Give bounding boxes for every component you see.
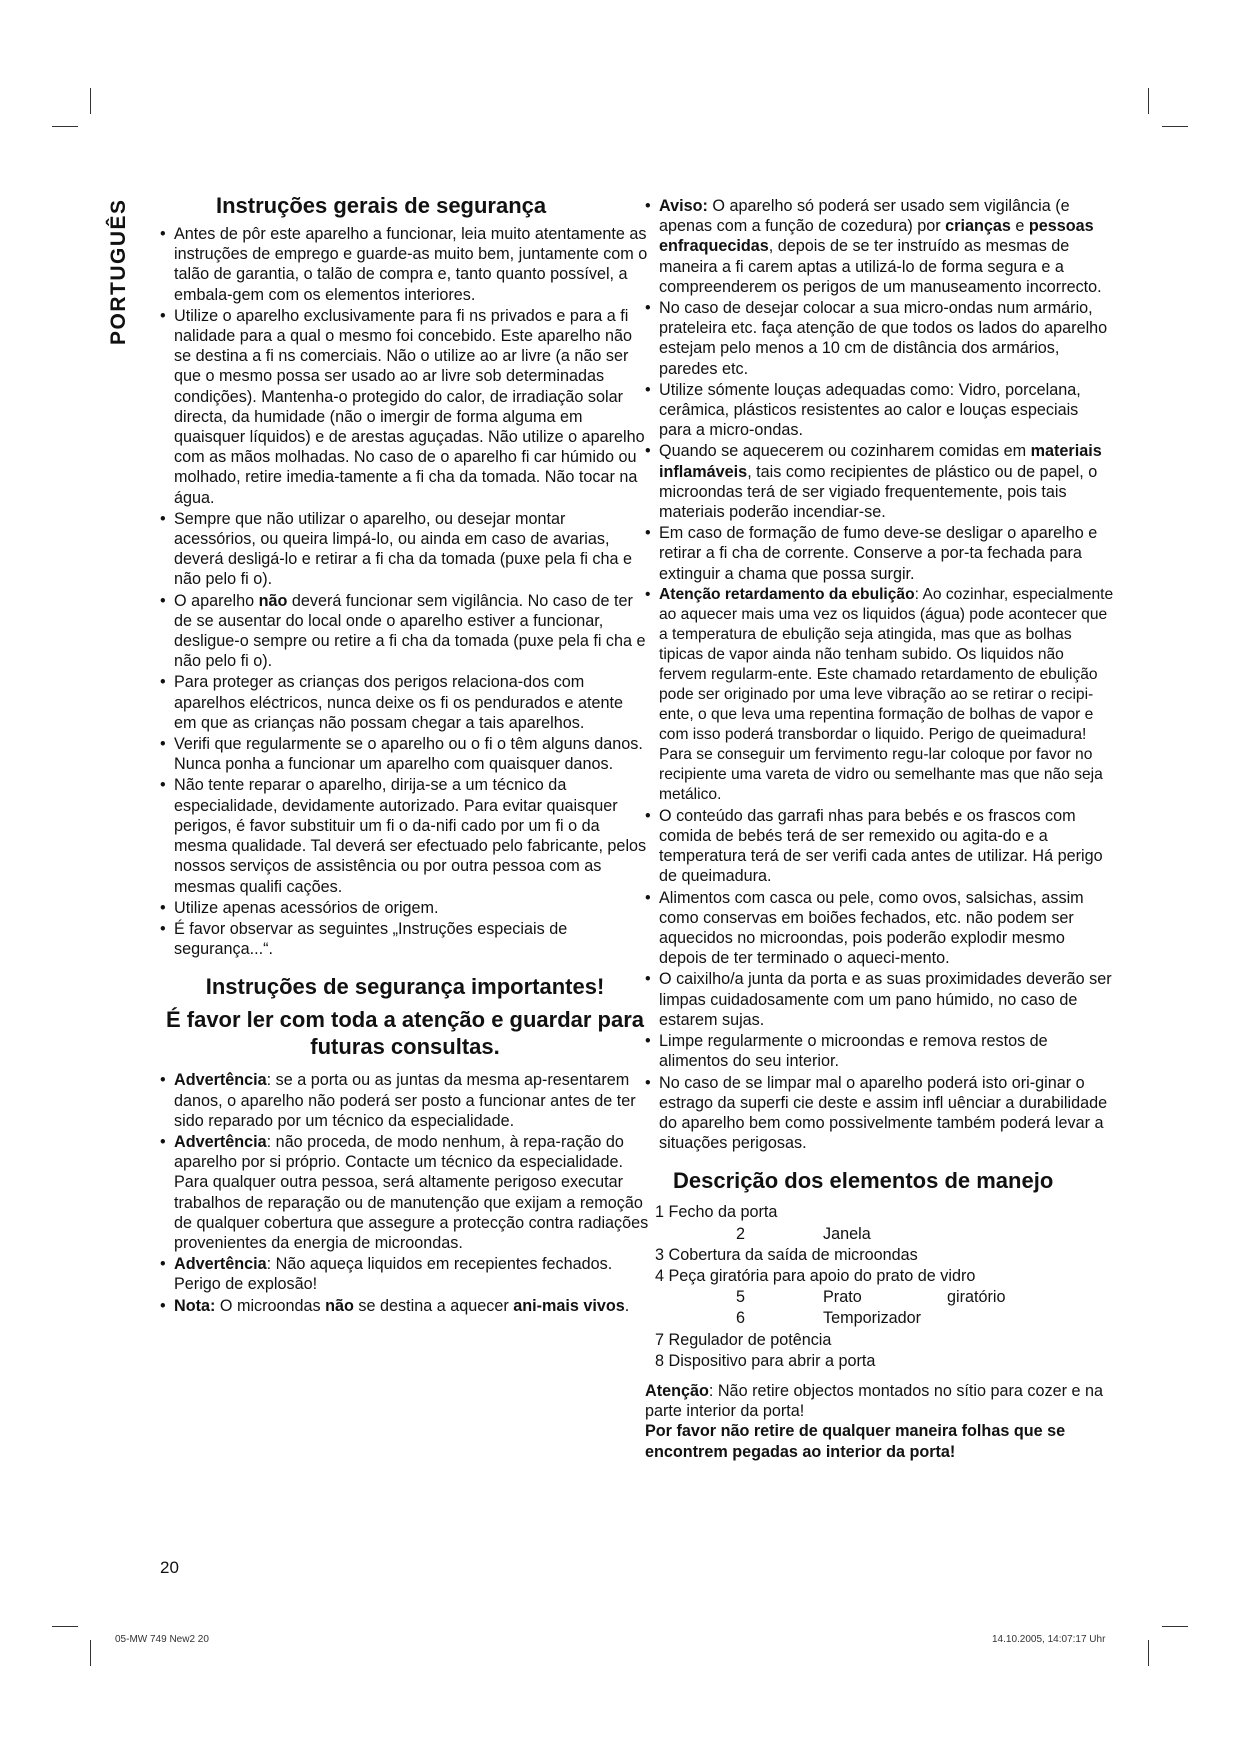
footer-file-info: 05-MW 749 New2 20 [115, 1634, 209, 1645]
crop-mark [1162, 1626, 1188, 1627]
list-item: • Nota: O microondas não se destina a aquecer ani-mais vivos. [160, 1296, 650, 1316]
list-item: • Atenção retardamento da ebulição: Ao cozinhar, especialmente ao aquecer mais uma vez os liquidos (água) pode acontecer que a temperatura de ebulição seja atingida, mas que as bolhas tipicas de vapor ainda não tenham subido. Os liquidos não fervem regularm-ente. Este chamado retardamento de ebulição pode ser originado por uma leve vibração ao se retirar o recipi-ente, o que leva uma repentina formação de bolhas de vapor e com isso poderá transbordar o liquido. Perigo de queimadura! Para se conseguir um fervimento regu-lar coloque por favor no recipiente uma vareta de vidro ou semelhante mas que não seja metálico. [645, 585, 1115, 805]
crop-mark [1162, 126, 1188, 127]
crop-mark [52, 1626, 78, 1627]
footer-timestamp: 14.10.2005, 14:07:17 Uhr [992, 1634, 1106, 1645]
right-column [645, 196, 1115, 1462]
important-safety-heading: Instruções de segurança importantes! [205, 974, 605, 1000]
list-item: • Aviso: O aparelho só poderá ser usado sem vigilância (e apenas com a função de cozedura) por crianças e pessoas enfraquecidas, depois de se ter instruído as mesmas de maneira a fi carem aptas a utilizá-lo de forma segura e a compreenderem os perigos de um manuseamento incorrecto. [645, 196, 1115, 297]
list-item: • Advertência: se a porta ou as juntas da mesma ap-resentarem danos, o aparelho não poderá ser posto a funcionar antes de ter sido reparado por um técnico da especialidade. [160, 1070, 650, 1131]
left-column [160, 192, 650, 1317]
list-item: 6 Temporizador [735, 1309, 922, 1328]
list-item: 1 Fecho da porta [655, 1203, 778, 1222]
read-carefully-heading: É favor ler com toda a atenção e guardar para futuras consultas. [165, 1007, 645, 1060]
crop-mark [1148, 1640, 1149, 1666]
crop-mark [52, 126, 78, 127]
list-item: • Verifi que regularmente se o aparelho ou o fi o têm alguns danos. Nunca ponha a funcionar um aparelho com quaisquer danos. [160, 734, 650, 774]
safety-list [160, 224, 650, 959]
general-safety-heading: Instruções gerais de segurança [216, 193, 547, 218]
list-item: 5 Prato giratório [735, 1288, 1006, 1307]
list-item: • O aparelho não deverá funcionar sem vigilância. No caso de ter de se ausentar do local onde o aparelho estiver a funcionar, desligue-o sempre ou retire a fi cha da tomada (puxe pela fi cha e não pelo fi o). [160, 591, 650, 672]
warning-list [160, 1070, 650, 1315]
list-item: • No caso de se limpar mal o aparelho poderá isto ori-ginar o estrago da superfi cie deste e assim infl uênciar a durabilidade do aparelho bem como possivelmente também poderá levar a situações perigosas. [645, 1073, 1115, 1154]
crop-mark [1148, 88, 1149, 114]
list-item: 4 Peça giratória para apoio do prato de vidro [655, 1266, 976, 1285]
list-item: • Utilize apenas acessórios de origem. [160, 898, 650, 918]
list-item: • É favor observar as seguintes „Instruções especiais de segurança...“. [160, 919, 650, 959]
elements-list [655, 1202, 1115, 1371]
list-item: • Quando se aquecerem ou cozinharem comidas em materiais inflamáveis, tais como recipientes de plástico ou de papel, o microondas terá de ser vigiado frequentemente, pois tais materiais poderão incendiar-se. [645, 441, 1115, 522]
list-item: 3 Cobertura da saída de microondas [655, 1245, 918, 1264]
list-item: • Em caso de formação de fumo deve-se desligar o aparelho e retirar a fi cha de corrente. Conserve a por-ta fechada para extinguir a chama que possa surgir. [645, 523, 1115, 584]
list-item: • O conteúdo das garrafi nhas para bebés e os frascos com comida de bebés terá de ser remexido ou agita-do e a temperatura terá de ser verifi cada antes de utilizar. Há perigo de queimadura. [645, 806, 1115, 887]
list-item: • Alimentos com casca ou pele, como ovos, salsichas, assim como conservas em boiões fechados, etc. não podem ser aquecidos no microondas, pois poderão explodir mesmo depois de ter terminado o aqueci-mento. [645, 888, 1115, 969]
list-item: 8 Dispositivo para abrir a porta [655, 1351, 876, 1370]
list-item: • O caixilho/a junta da porta e as suas proximidades deverão ser limpas cuidadosamente com um pano húmido, no caso de estarem sujas. [645, 969, 1115, 1030]
list-item: 7 Regulador de potência [655, 1330, 832, 1349]
list-item: 2 Janela [735, 1224, 871, 1243]
list-item: • Sempre que não utilizar o aparelho, ou desejar montar acessórios, ou queira limpá-lo, ou ainda em caso de avarias, deverá desligá-lo e retirar a fi cha da tomada (puxe pela fi cha e não pelo fi o). [160, 509, 650, 590]
final-warning: Por favor não retire de qualquer maneira folhas que se encontrem pegadas ao interior da porta! [645, 1422, 1066, 1461]
language-label: PORTUGUÊS [107, 198, 130, 345]
right-safety-list [645, 196, 1115, 1153]
page-number: 20 [160, 1558, 179, 1577]
list-item: • Para proteger as crianças dos perigos relaciona-dos com aparelhos eléctricos, nunca deixe os fi os pendurados e atente em que as crianças não possam chegar a tais aparelhos. [160, 672, 650, 733]
list-item: • Não tente reparar o aparelho, dirija-se a um técnico da especialidade, devidamente autorizado. Para evitar quaisquer perigos, é favor substituir um fi o da-nifi cado por um fi o da mesma qualidade. Tal deverá ser efectuado pelo fabricante, pelos nossos serviços de assistência ou por outra pessoa com as mesmas qualifi cações. [160, 775, 650, 896]
list-item: • Utilize o aparelho exclusivamente para fi ns privados e para a fi nalidade para a qual o mesmo foi concebido. Este aparelho não se destina a fi ns comerciais. Não o utilize ao ar livre (a não ser que o mesmo possa ser usado ao ar livre sob determinadas condições). Mantenha-o protegido do calor, de irradiação solar directa, da humidade (não o imergir de forma alguma em quaisquer líquidos) e de arestas aguçadas. Não utilize o aparelho com as mãos molhadas. No caso de o aparelho fi car húmido ou molhado, retire imedia-tamente a fi cha da tomada. Não tocar na água. [160, 306, 650, 508]
controls-heading: Descrição dos elementos de manejo [673, 1168, 1054, 1194]
list-item: • Limpe regularmente o microondas e remova restos de alimentos do seu interior. [645, 1031, 1115, 1071]
list-item: • Antes de pôr este aparelho a funcionar, leia muito atentamente as instruções de emprego e guarde-as muito bem, juntamente com o talão de garantia, o talão de compra e, tanto quanto possível, a embala-gem com os elementos interiores. [160, 224, 650, 305]
attention-note: Atenção: Não retire objectos montados no sítio para cozer e na parte interior da porta! [645, 1381, 1103, 1421]
list-item: • Advertência: não proceda, de modo nenhum, à repa-ração do aparelho por si próprio. Contacte um técnico da especialidade. Para qualquer outra pessoa, será altamente perigoso executar trabalhos de reparação ou de manutenção que exijam a remoção de qualquer cobertura que assegure a protecção contra radiações provenientes da energia de microondas. [160, 1132, 650, 1253]
crop-mark [90, 1640, 91, 1666]
list-item: • Utilize sómente louças adequadas como: Vidro, porcelana, cerâmica, plásticos resistentes ao calor e louças especiais para a micro-ondas. [645, 380, 1115, 441]
list-item: • No caso de desejar colocar a sua micro-ondas num armário, prateleira etc. faça atenção de que todos os lados do aparelho estejam pelo menos a 10 cm de distância dos armários, paredes etc. [645, 298, 1115, 379]
list-item: • Advertência: Não aqueça liquidos em recepientes fechados. Perigo de explosão! [160, 1254, 650, 1294]
crop-mark [90, 88, 91, 114]
